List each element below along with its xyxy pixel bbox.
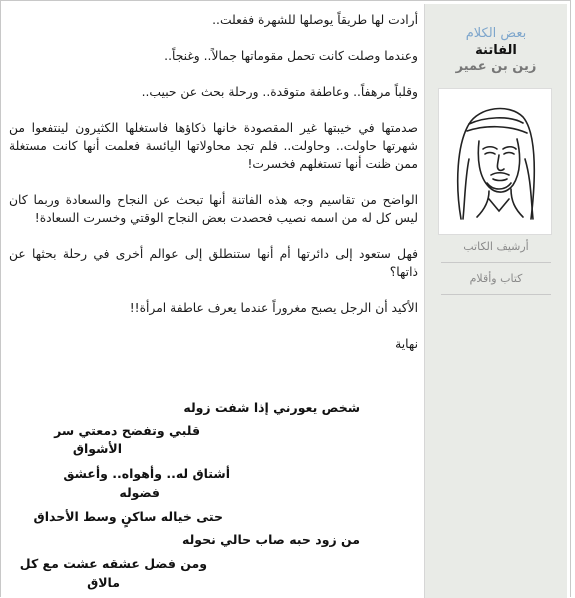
- article-paragraph: الأكيد أن الرجل يصبح مغروراً عندما يعرف عاطفة امرأة!!: [129, 301, 418, 315]
- author-name[interactable]: زين بن عمير: [455, 59, 537, 74]
- sidebar-header: [425, 26, 567, 74]
- sidebar-divider: [441, 262, 551, 263]
- poem-line: مالاق: [87, 575, 120, 590]
- author-portrait: [438, 88, 552, 235]
- poem-line: ومن فضل عشقه عشت مع كل: [19, 556, 207, 571]
- sidebar-divider: [441, 294, 551, 295]
- article-paragraph: نهاية: [395, 337, 418, 351]
- writers-link[interactable]: كتاب وأقلام: [469, 272, 523, 285]
- article-paragraph: أرادت لها طريقاً يوصلها للشهرة ففعلت..: [212, 13, 418, 27]
- article-paragraph: الواضح من تقاسيم وجه هذه الفاتنة أنها تبحث عن النجاح والسعادة وربما كان ليس كل له من اسمه نصيب فحصدت بعض النجاح الوقتي وخسرت السعادة!: [9, 193, 418, 225]
- author-sketch-icon: [439, 89, 551, 234]
- poem-line: قلبي وتفضح دمعتي سر: [54, 423, 200, 438]
- section-title[interactable]: بعض الكلام: [465, 26, 527, 41]
- poem-line: شخص يعورني إذا شفت زوله: [183, 400, 360, 415]
- article-title: الفاتنة: [475, 43, 517, 58]
- article-paragraph: فهل ستعود إلى دائرتها أم أنها ستنطلق إلى عوالم أخرى في رحلة بحثها عن ذاتها؟: [9, 247, 418, 279]
- poem-line: أشتاق له.. وأهواه.. وأعشق: [63, 466, 230, 481]
- author-sidebar: [424, 4, 567, 598]
- poem-line: من زود حبه صاب حالي نحوله: [181, 532, 360, 547]
- article-paragraph: صدمتها في خيبتها غير المقصودة خانها ذكاؤها فاستغلها الكثيرون لينتفعوا من شهرتها حاولت.. وحاولت.. فلم تجد محاولاتها اليائسة فعلمت أنها كانت مستغلة ممن ظنت أنها تستغلهم فخسرت!: [9, 121, 418, 171]
- poem-line: فضوله: [119, 485, 160, 500]
- article-body: [9, 11, 418, 371]
- article-paragraph: وقلباً مرهفاً.. وعاطفة متوقدة.. ورحلة بحث عن حبيب..: [141, 85, 418, 99]
- author-archive-link[interactable]: أرشيف الكاتب: [463, 240, 529, 253]
- poem-line: الأشواق: [72, 441, 122, 456]
- poem-line: حتى خياله ساكنٍ وسط الأحداق: [33, 509, 223, 524]
- article-paragraph: وعندما وصلت كانت تحمل مقوماتها جمالاً.. وغنجاً..: [164, 49, 418, 63]
